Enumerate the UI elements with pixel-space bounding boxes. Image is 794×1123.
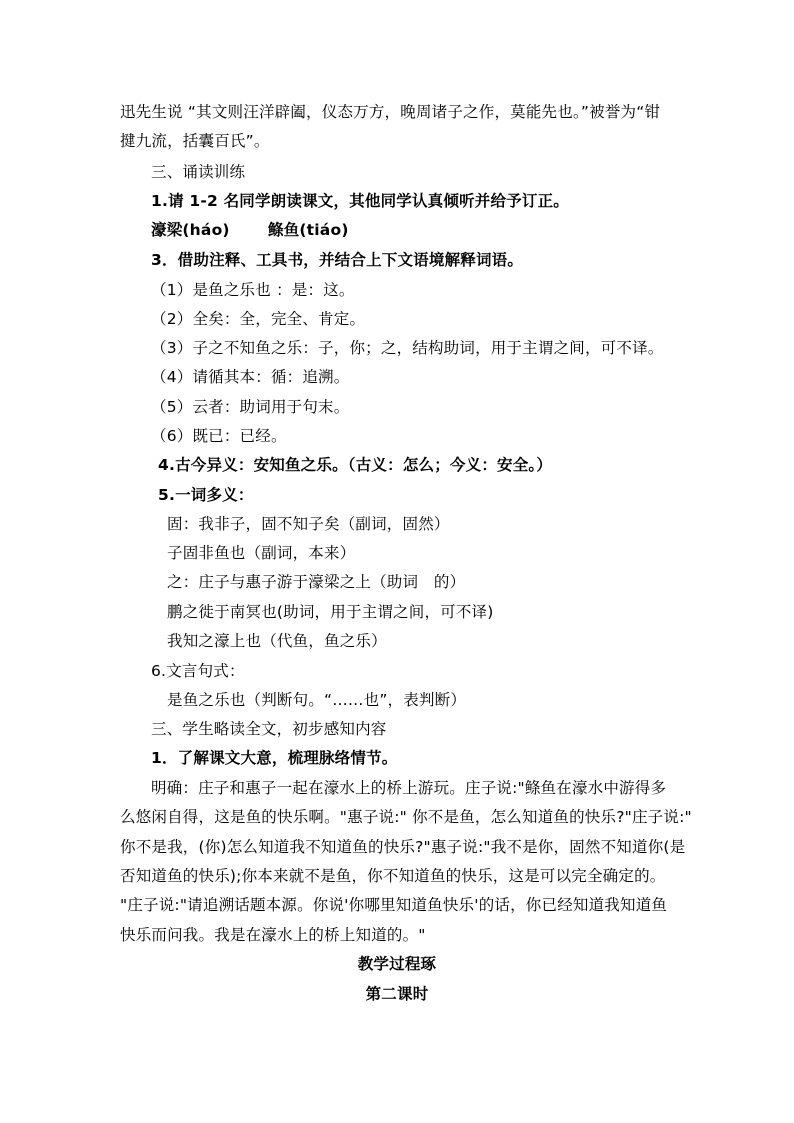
subheading: 4.古今异义：安知鱼之乐。（古义：怎么；今义：安全。） (158, 456, 553, 474)
subheading: 6.文言句式： (151, 662, 245, 680)
subheading: 3．借助注释、工具书，并结合上下文语境解释词语。 (151, 251, 524, 269)
lesson-title: 第二课时 (365, 985, 429, 1003)
list-item: 之：庄子与惠子游于濠梁之上（助词 的） (167, 573, 466, 591)
section-heading: 三、诵读训练 (151, 163, 246, 181)
list-item: 是鱼之乐也（判断句。“……也”，表判断） (167, 691, 467, 709)
subheading: 5.一词多义： (158, 486, 254, 504)
section-title: 教学过程琢 (357, 955, 437, 973)
pronunciation-item: 濠梁(háo) (151, 221, 230, 239)
subheading: 1.请 1-2 名同学朗读课文，其他同学认真倾听并给予订正。 (151, 192, 569, 210)
list-item: （5）云者：助词用于句末。 (151, 398, 350, 416)
body-text-line: 你不是我，(你)怎么知道我不知道鱼的快乐?"惠子说:"我不是你，固然不知道你(是 (120, 838, 686, 856)
list-item: 固：我非子，固不知子矣（副词，固然） (167, 515, 450, 533)
body-text-line: 否知道鱼的快乐);你本来就不是鱼，你不知道鱼的快乐，这是可以完全确定的。 (120, 867, 666, 885)
list-item: （6）既已：已经。 (151, 427, 287, 445)
body-text-line: 迅先生说 “其文则汪洋辟阖，仪态万方，晚周诸子之作，莫能先也。”被誉为“钳 (120, 103, 661, 121)
body-text-line: 明确：庄子和惠子一起在濠水上的桥上游玩。庄子说:"鲦鱼在濠水中游得多 (151, 779, 667, 797)
list-item: 我知之濠上也（代鱼，鱼之乐） (167, 632, 387, 650)
list-item: （3）子之不知鱼之乐：子，你；之，结构助词，用于主谓之间，可不译。 (151, 339, 664, 357)
body-text-line: "庄子说:"请追溯话题本源。你说'你哪里知道鱼快乐'的话，你已经知道我知道鱼 (120, 896, 668, 914)
body-text-line: 揵九流，括囊百氏”。 (120, 132, 270, 150)
list-item: 鹏之徙于南冥也(助词，用于主谓之间，可不译) (167, 603, 494, 621)
subheading: 1．了解课文大意，梳理脉络情节。 (151, 749, 398, 767)
body-text-line: 快乐而问我。我是在濠水上的桥上知道的。" (120, 926, 426, 944)
body-text-line: 么悠闲自得，这是鱼的快乐啊。"惠子说:" 你不是鱼，怎么知道鱼的快乐?"庄子说:" (120, 808, 692, 826)
list-item: （1）是鱼之乐也 ：是：这。 (151, 281, 355, 299)
list-item: （4）请循其本：循：追溯。 (151, 368, 350, 386)
section-heading: 三、学生略读全文，初步感知内容 (151, 720, 387, 738)
list-item: 子固非鱼也（副词，本来） (167, 544, 356, 562)
pronunciation-item: 鲦鱼(tiáo) (268, 221, 349, 239)
list-item: （2）全矣：全，完全、肯定。 (151, 310, 366, 328)
